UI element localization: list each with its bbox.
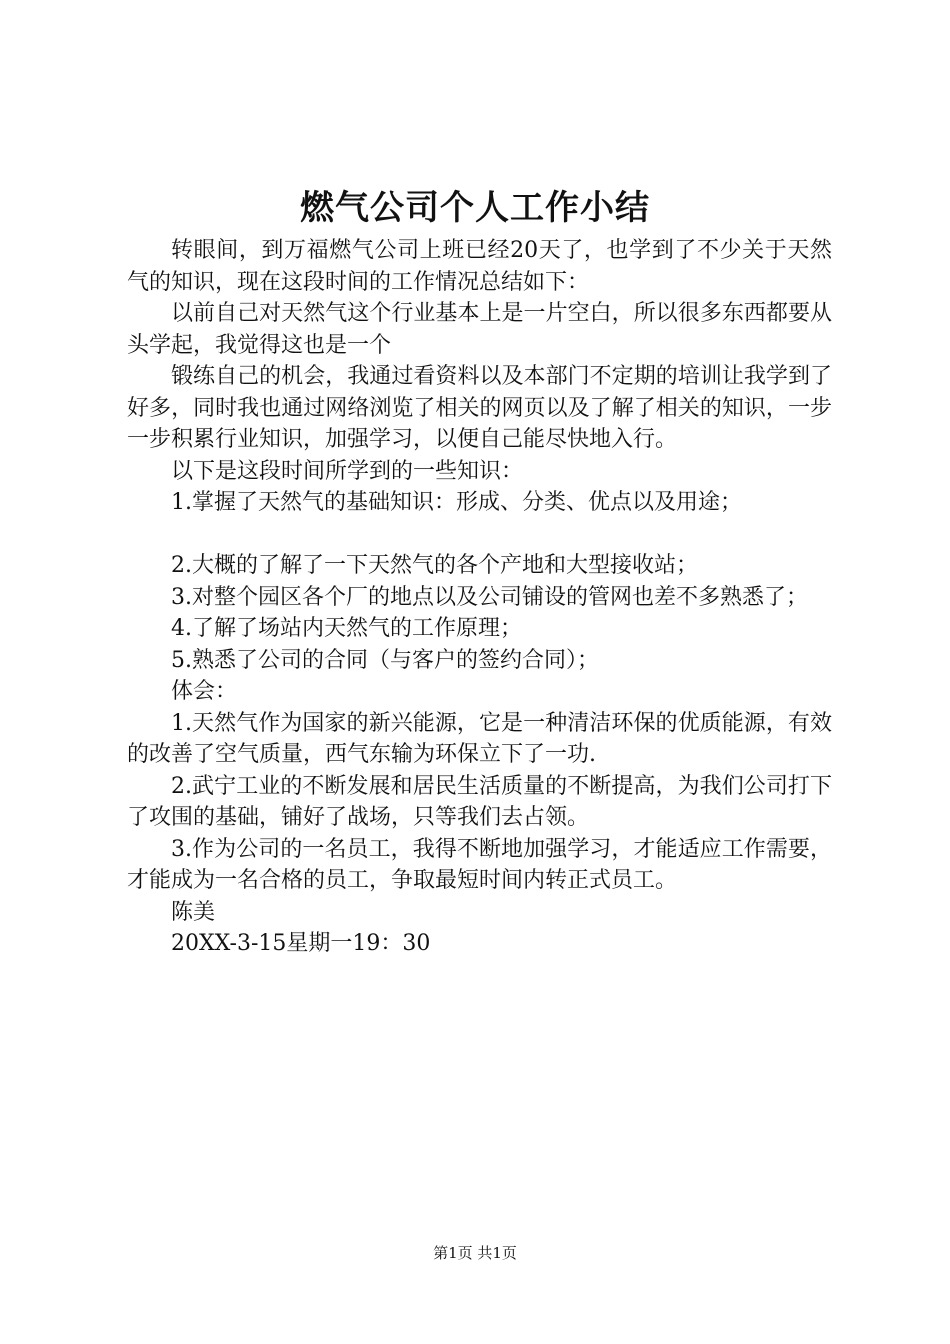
knowledge-item-4: 4.了解了场站内天然气的工作原理； (171, 616, 522, 641)
paragraph-background: 以前自己对天然气这个行业基本上是一片空白，所以很多东西都要从头学起，我觉得这也是一个 (127, 301, 832, 358)
reflection-item-2: 2.武宁工业的不断发展和居民生活质量的不断提高，为我们公司打下了攻围的基础，铺好了战场，只等我们去占领。 (127, 773, 832, 830)
paragraph-knowledge-heading: 以下是这段时间所学到的一些知识： (171, 458, 524, 484)
reflection-item-3: 3.作为公司的一名员工，我得不断地加强学习，才能适应工作需要，才能成为一名合格的员工，争取最短时间内转正式员工。 (127, 836, 832, 893)
document-date: 20XX-3-15星期一19：30 (171, 931, 431, 956)
paragraph-intro: 转眼间，到万福燃气公司上班已经20天了，也学到了不少关于天然气的知识，现在这段时间的工作情况总结如下： (127, 238, 832, 295)
knowledge-item-1: 1.掌握了天然气的基础知识：形成、分类、优点以及用途； (171, 490, 742, 515)
document-title: 燃气公司个人工作小结 (300, 188, 650, 228)
knowledge-item-2: 2.大概的了解了一下天然气的各个产地和大型接收站； (171, 553, 698, 578)
document-body (127, 235, 832, 960)
knowledge-item-3: 3.对整个园区各个厂的地点以及公司铺设的管网也差不多熟悉了； (171, 584, 808, 610)
blank-line (127, 519, 832, 551)
reflection-heading: 体会： (171, 679, 238, 704)
knowledge-item-5: 5.熟悉了公司的合同（与客户的签约合同）； (171, 647, 599, 673)
page-footer: 第1页 共1页 (433, 1244, 517, 1262)
reflection-item-1: 1.天然气作为国家的新兴能源，它是一种清洁环保的优质能源，有效的改善了空气质量，西气东输为环保立下了一功. (127, 710, 832, 767)
paragraph-learning: 锻练自己的机会，我通过看资料以及本部门不定期的培训让我学到了好多，同时我也通过网络浏览了相关的网页以及了解了相关的知识，一步一步积累行业知识，加强学习，以便自己能尽快地入行。 (127, 364, 832, 452)
author-name: 陈美 (171, 899, 216, 925)
